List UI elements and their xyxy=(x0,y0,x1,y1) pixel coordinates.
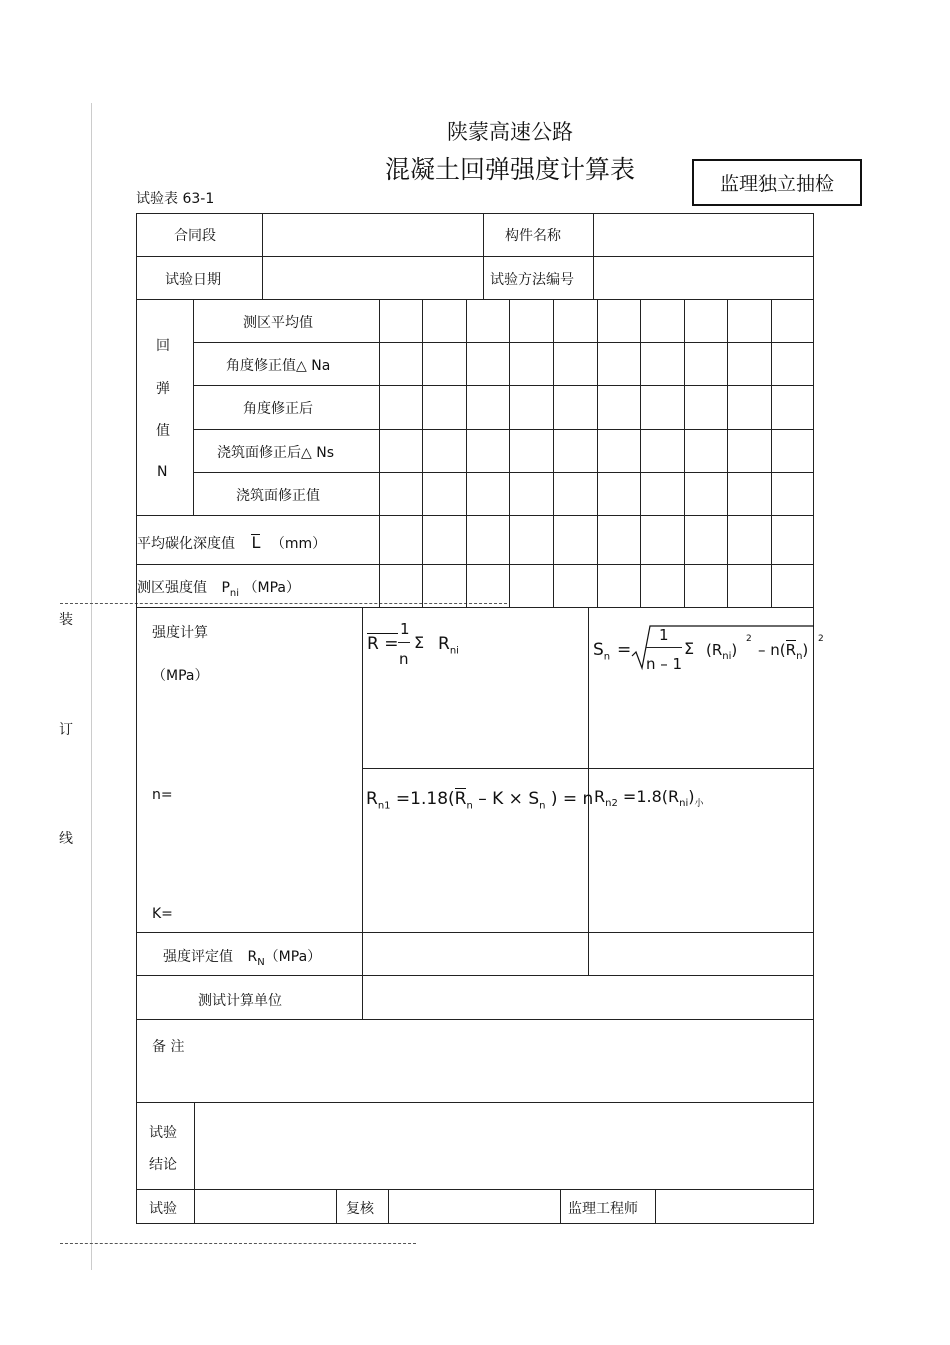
sd-rbar: R xyxy=(785,641,797,659)
carbonation-label xyxy=(137,533,326,553)
supervision-stamp: 监理独立抽检 xyxy=(692,159,862,206)
evaluation-symbol: R xyxy=(247,949,258,965)
sd-term2 xyxy=(758,641,808,662)
rn2-sub: n2 xyxy=(605,798,618,810)
sd-sub: n xyxy=(603,651,611,663)
conclusion-label-2: 结论 xyxy=(149,1157,177,1173)
sign-test-label: 试验 xyxy=(149,1201,177,1217)
rn2-small: 小 xyxy=(694,799,704,810)
n-label: n= xyxy=(152,787,173,803)
sign-review-label: 复核 xyxy=(346,1201,374,1217)
binding-dash-bottom xyxy=(60,1243,416,1244)
rn2-r: R xyxy=(594,787,606,806)
sd-term1 xyxy=(706,641,737,662)
mean-lhs: R = xyxy=(367,634,399,654)
evaluation-label xyxy=(163,946,321,968)
rebound-item-5: 浇筑面修正值 xyxy=(236,488,320,504)
rn2-ni: ni xyxy=(679,798,689,810)
rebound-item-2: 角度修正值△ Na xyxy=(226,358,331,374)
sd-eq: = xyxy=(617,640,632,660)
mean-frac-num: 1 xyxy=(400,620,410,638)
rn2-formula xyxy=(594,787,704,809)
sd-s: S xyxy=(593,640,604,660)
title-road: 陕蒙高速公路 xyxy=(447,120,573,144)
carbonation-text: 平均碳化深度值 xyxy=(137,536,235,552)
component-name-label: 构件名称 xyxy=(505,228,561,244)
form-number: 试验表 63-1 xyxy=(136,191,215,207)
sd-sup-1: 2 xyxy=(746,634,752,644)
rn1-r: R xyxy=(366,789,378,809)
zone-strength-symbol: P xyxy=(221,580,230,596)
rn2-close: ) xyxy=(688,787,695,806)
test-date-label: 试验日期 xyxy=(165,272,221,288)
strength-calc-label: 强度计算 xyxy=(152,625,208,641)
rn2-expr: =1.8(R xyxy=(622,787,680,806)
mean-sigma: Σ xyxy=(414,633,425,652)
k-label: K= xyxy=(152,906,173,922)
carbonation-symbol: L xyxy=(251,533,261,552)
mean-frac-den: n xyxy=(399,650,409,668)
mean-formula xyxy=(367,634,398,654)
sd-frac-num: 1 xyxy=(659,626,669,644)
test-method-label: 试验方法编号 xyxy=(490,272,574,288)
rebound-group-char-4: N xyxy=(157,464,168,480)
page-title: 混凝土回弹强度计算表 xyxy=(384,155,635,184)
sign-engineer-label: 监理工程师 xyxy=(568,1201,638,1217)
rebound-group-char-2: 弹 xyxy=(156,381,170,397)
rebound-item-3: 角度修正后 xyxy=(243,401,313,417)
binding-char-2: 订 xyxy=(59,722,73,738)
binding-char-3: 线 xyxy=(59,831,73,847)
rn1-expr1: =1.18( xyxy=(395,789,455,809)
mean-frac-bar xyxy=(398,642,410,643)
sd-sup-2: 2 xyxy=(818,634,824,644)
rebound-group-char-1: 回 xyxy=(156,338,170,354)
evaluation-sub: N xyxy=(257,956,265,968)
rn1-rbar: R xyxy=(454,789,467,809)
evaluation-unit: （MPa） xyxy=(264,949,322,965)
carbonation-unit: （mm） xyxy=(270,536,327,552)
zone-strength-unit: （MPa） xyxy=(243,580,300,596)
mean-rni xyxy=(438,634,459,656)
rn1-formula xyxy=(366,789,593,811)
sd-open: (R xyxy=(706,641,723,659)
rebound-item-1: 测区平均值 xyxy=(243,315,313,331)
rn1-expr3: ) = n xyxy=(550,789,594,809)
sd-sigma: Σ xyxy=(684,639,695,658)
zone-strength-sub: ni xyxy=(229,587,240,599)
mean-r: R xyxy=(438,634,450,654)
remarks-label: 备 注 xyxy=(152,1039,185,1055)
zone-strength-label xyxy=(137,577,300,599)
zone-strength-text: 测区强度值 xyxy=(137,580,207,596)
contract-section-label: 合同段 xyxy=(174,228,216,244)
rebound-item-4: 浇筑面修正后△ Ns xyxy=(217,445,334,461)
mean-ni: ni xyxy=(449,645,459,657)
sd-lhs xyxy=(593,640,610,662)
rn1-expr2: – K × S xyxy=(478,789,540,809)
sd-ni: ni xyxy=(722,651,732,662)
sd-close: ) xyxy=(731,641,738,659)
conclusion-label-1: 试验 xyxy=(149,1125,177,1141)
binding-dash-top xyxy=(60,603,507,604)
margin-line xyxy=(91,103,92,1270)
binding-char-1: 装 xyxy=(59,612,73,628)
calc-unit-label: 测试计算单位 xyxy=(198,993,282,1009)
rn1-s-sub: n xyxy=(539,800,546,812)
sd-frac-bar xyxy=(646,647,682,648)
evaluation-text: 强度评定值 xyxy=(163,949,233,965)
sd-end: ) xyxy=(802,641,809,659)
strength-calc-unit: （MPa） xyxy=(152,668,209,684)
sd-frac-den: n – 1 xyxy=(646,655,683,673)
rebound-group-char-3: 值 xyxy=(156,423,170,439)
sd-rbar-sub: n xyxy=(796,651,803,662)
rn1-sub: n1 xyxy=(377,800,391,812)
sd-minus: – n( xyxy=(758,641,786,659)
rn1-rbar-sub: n xyxy=(466,800,473,812)
